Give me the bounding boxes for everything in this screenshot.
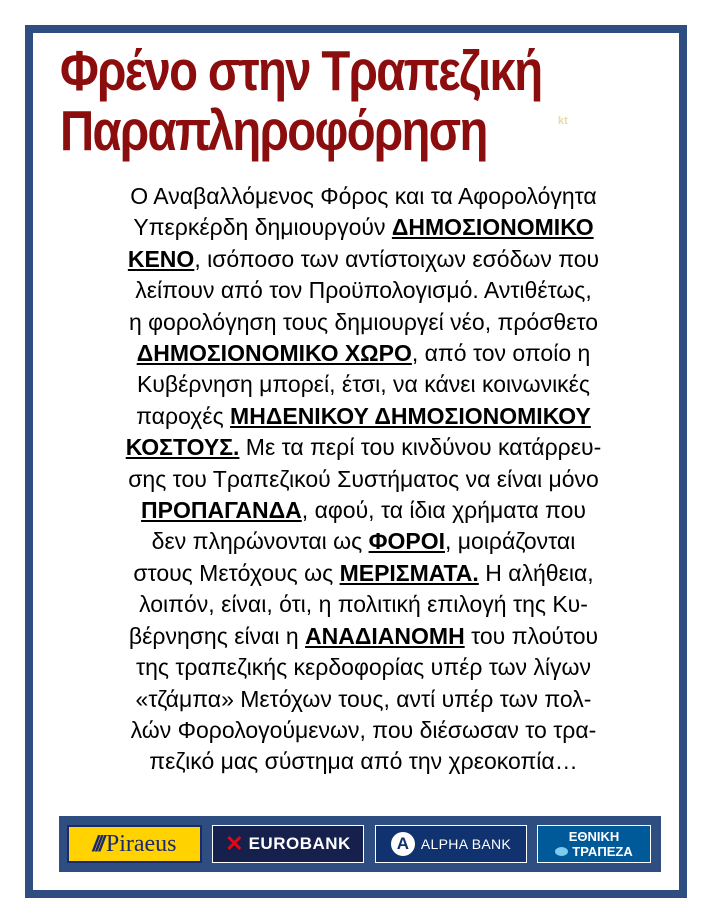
body-line <box>56 589 671 620</box>
headline-line-2: Παραπληροφόρηση <box>60 99 487 163</box>
text: Υπερκέρδη δημιουργούν <box>133 214 392 241</box>
bank-logos-strip <box>59 816 661 872</box>
eurobank-name: EUROBANK <box>248 834 351 853</box>
body-line <box>56 746 671 777</box>
text: , μοιράζονται <box>444 528 576 555</box>
watermark: kt <box>558 115 568 127</box>
text: η φορολόγηση τους δημιουργεί νέο, πρόσθετο <box>128 308 599 335</box>
alpha-bank-mark-icon: Α <box>391 832 415 856</box>
body-line <box>56 652 671 683</box>
text: Με τα περί του κινδύνου κατάρρευ- <box>239 434 602 461</box>
text: βέρνησης είναι η <box>128 622 306 649</box>
text: πεζικό μας σύστημα από την χρεοκοπία… <box>149 748 578 775</box>
body-line <box>56 212 671 243</box>
article-body <box>56 181 671 778</box>
body-line <box>56 338 671 369</box>
emphasis: ΠΡΟΠΑΓΑΝΔΑ <box>141 497 302 524</box>
text: δεν πληρώνονται ως <box>151 528 369 555</box>
body-line <box>56 464 671 495</box>
body-line <box>56 684 671 715</box>
body-line <box>56 369 671 400</box>
text: σης του Τραπεζικού Συστήματος να είναι μόνο <box>128 465 599 492</box>
body-line <box>56 401 671 432</box>
text: Ο Αναβαλλόμενος Φόρος και τα Αφορολόγητα <box>130 183 597 209</box>
piraeus-mark-icon: /// <box>92 831 102 856</box>
alpha-bank-name: ALPHA BANK <box>420 836 512 852</box>
body-line <box>56 181 671 212</box>
emphasis: ΔΗΜΟΣΙΟΝΟΜΙΚΟ <box>391 214 594 241</box>
emphasis: ΚΟΣΤΟΥΣ. <box>125 434 240 461</box>
eurobank-mark-icon: ✕ <box>225 831 244 856</box>
body-line <box>56 715 671 746</box>
headline-line-1: Φρένο στην Τραπεζική <box>60 39 542 103</box>
article-frame <box>25 25 687 898</box>
text: παροχές <box>136 402 231 429</box>
body-line <box>56 432 671 463</box>
body-line <box>56 307 671 338</box>
body-line <box>56 244 671 275</box>
body-line <box>56 558 671 589</box>
body-line <box>56 495 671 526</box>
text: Η αλήθεια, <box>478 559 594 586</box>
ethniki-trapeza-logo <box>537 825 651 863</box>
ethniki-line-2-wrap <box>555 844 632 859</box>
emphasis: ΜΗΔΕΝΙΚΟΥ ΔΗΜΟΣΙΟΝΟΜΙΚΟΥ <box>230 402 591 429</box>
emphasis: ΦΟΡΟΙ <box>368 528 445 555</box>
text: στους Μετόχους ως <box>133 559 340 586</box>
text: λείπουν από τον Προϋπολογισμό. Αντιθέτως, <box>135 277 592 304</box>
text: Κυβέρνηση μπορεί, έτσι, να κάνει κοινωνικές <box>136 371 591 398</box>
emphasis: ΚΕΝΟ <box>127 245 195 272</box>
emphasis: ΜΕΡΙΣΜΑΤΑ. <box>339 559 479 586</box>
alpha-bank-logo <box>375 825 527 863</box>
text: λών Φορολογούμενων, που διέσωσαν το τρα- <box>130 716 597 743</box>
body-line <box>56 621 671 652</box>
piraeus-logo <box>67 825 202 863</box>
ethniki-line-2: ΤΡΑΠΕΖΑ <box>572 844 633 859</box>
text: , ισόποσο των αντίστοιχων εσόδων που <box>194 245 600 272</box>
emphasis: ΑΝΑΔΙΑΝΟΜΗ <box>305 622 465 649</box>
text: , από τον οποίο η <box>411 340 591 367</box>
piraeus-name: Piraeus <box>105 830 177 857</box>
ethniki-mark-icon <box>555 847 568 856</box>
text: της τραπεζικής κερδοφορίας υπέρ των λίγων <box>136 654 591 681</box>
text: του πλούτου <box>464 622 599 649</box>
text: «τζάμπα» Μετόχων τους, αντί υπέρ των πολ- <box>135 685 592 712</box>
text: λοιπόν, είναι, ότι, η πολιτική επιλογή της Κυ- <box>139 591 588 618</box>
ethniki-line-1: ΕΘΝΙΚΗ <box>568 829 620 844</box>
text: , αφού, τα ίδια χρήματα που <box>301 497 586 524</box>
body-line <box>56 526 671 557</box>
eurobank-logo <box>212 825 364 863</box>
body-line <box>56 275 671 306</box>
emphasis: ΔΗΜΟΣΙΟΝΟΜΙΚΟ ΧΩΡΟ <box>136 340 412 367</box>
headline <box>60 41 575 161</box>
